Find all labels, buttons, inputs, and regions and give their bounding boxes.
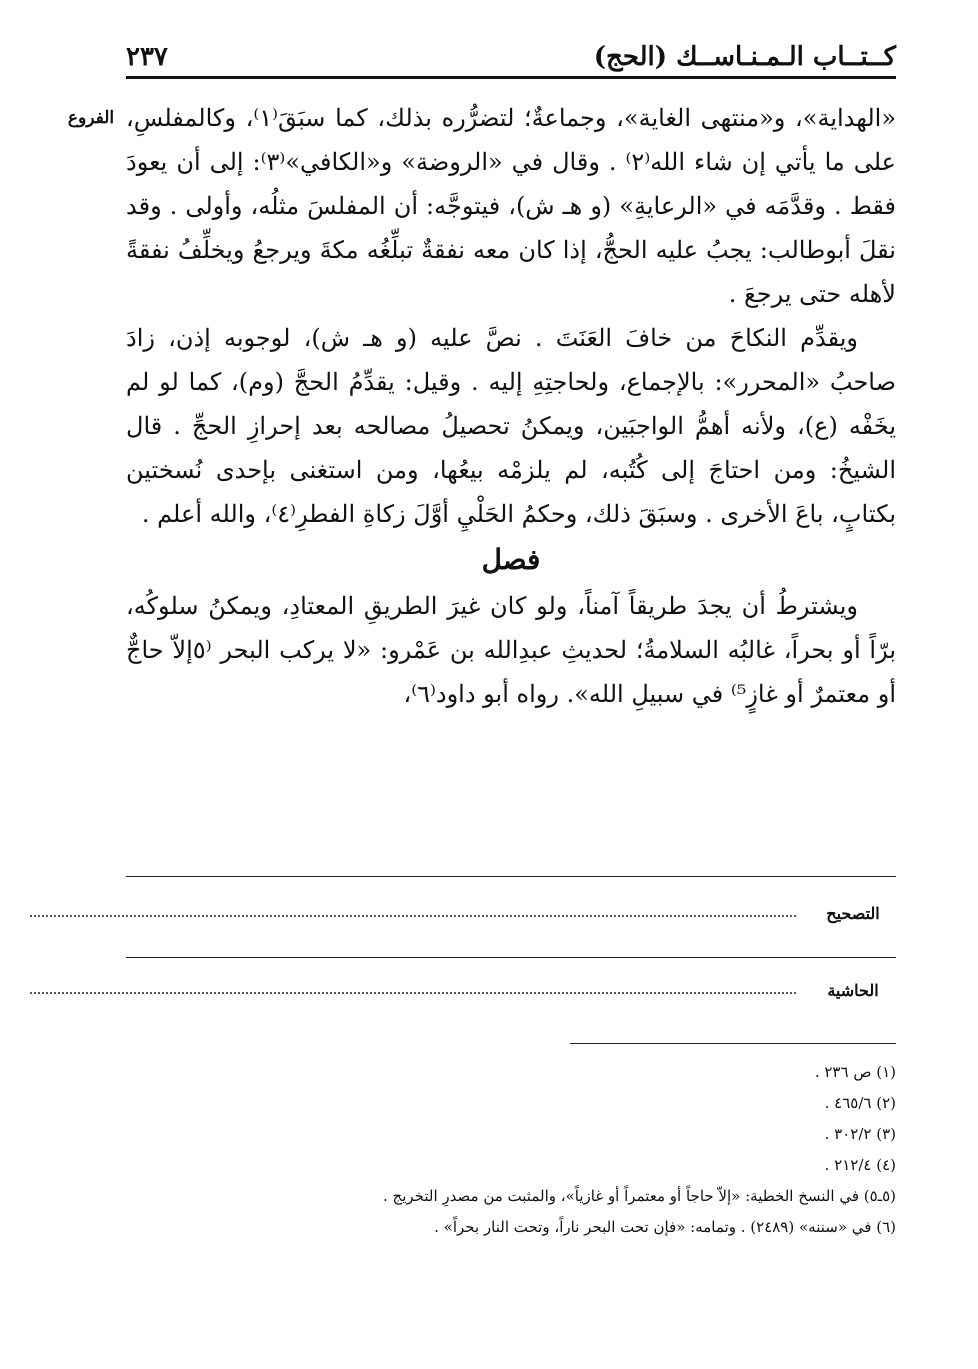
footnotes [126, 1057, 896, 1243]
correction-top-rule [126, 876, 896, 877]
running-header [126, 32, 896, 72]
margin-note-label: الحاشية [827, 981, 879, 1000]
footnote-6: (٦) في «سننه» (٢٤٨٩) . وتمامه: «فإن تحت البحر ناراً، وتحت النار بحراً» . [434, 1218, 896, 1236]
section-heading: فصل [481, 543, 541, 576]
footnote-3: (٣) ٣٠٢/٢ . [824, 1125, 896, 1143]
footnote-5: (٥ـ٥) في النسخ الخطية: «إلاّ حاجاً أو معتمراً أو غازياً»، والمثبت من مصدرِ التخريج . [383, 1187, 896, 1205]
paragraph-1: «الهداية»، و«منتهى الغاية»، وجماعةٌ؛ لتضرُّره بذلك، كما سبَقَ⁽١⁾، وكالمفلسِ، على ما يأتي إن شاء الله⁽٢⁾ . وقال في «الروضة» و«الكافي»⁽٣⁾: إلى أن يعودَ فقط . وقدَّمَه في «الرعايةِ» (و هـ ش)، فيتوجَّه: أن المفلسَ مثلُه، وأولى . وقد نقلَ أبوطالب: يجبُ عليه الحجُّ، إذا كان معه نفقةٌ تبلِّغُه مكةَ ويرجعُ ويخلِّفُ نفقةً لأهله حتى يرجعَ . [126, 104, 896, 308]
footnote-2: (٢) ٤٦٥/٦ . [824, 1094, 896, 1112]
header-rule [126, 76, 896, 79]
footnote-1: (١) ص ٢٣٦ . [814, 1063, 896, 1081]
margin-note-dotted-line [30, 980, 796, 994]
paragraph-2: ويقدِّم النكاحَ من خافَ العَنَتَ . نصَّ عليه (و هـ ش)، لوجوبه إذن، زادَ صاحبُ «المحرر»: بالإجماع، ولحاجتِهِ إليه . وقيل: يقدِّمُ الحجَّ (وم)، كما لو لم يخَفْه (ع)، ولأنه أهمُّ الواجبَين، ويمكنُ تحصيلُ مصالحه بعد إحرازِ الحجِّ . قال الشيخُ: ومن احتاجَ إلى كُتُبه، لم يلزمْه بيعُها، ومن استغنى بإحدى نُسختين بكتابٍ، باعَ الأخرى . وسبَقَ ذلك، وحكمُ الحَلْيِ أوَّلَ زكاةِ الفطرِ⁽٤⁾، والله أعلم . [126, 324, 896, 528]
book-title: كــتــاب الـمـنـاســك (الحج) [593, 42, 896, 72]
main-text [126, 96, 896, 716]
footnote-rule [570, 1043, 896, 1044]
page-number: ٢٣٧ [126, 42, 168, 72]
correction-dotted-line [30, 903, 796, 917]
margin-note-top-rule [126, 957, 896, 958]
margin-note-field[interactable] [30, 970, 896, 1000]
correction-label: التصحيح [826, 904, 880, 923]
footnote-4: (٤) ٢١٢/٤ . [824, 1156, 896, 1174]
correction-field[interactable] [30, 893, 896, 923]
margin-label: الفروع [67, 108, 115, 128]
section-paragraph: ويشترطُ أن يجدَ طريقاً آمناً، ولو كان غيرَ الطريقِ المعتادِ، ويمكنُ سلوكُه، برّاً أو بحراً، غالبُه السلامةُ؛ لحديثِ عبدِالله بن عَمْرو: «لا يركب البحر ⁽٥إلاّ حاجٌّ أو معتمرٌ أو غازٍ⁵⁾ في سبيلِ الله». رواه أبو داود⁽٦⁾، [126, 592, 897, 708]
